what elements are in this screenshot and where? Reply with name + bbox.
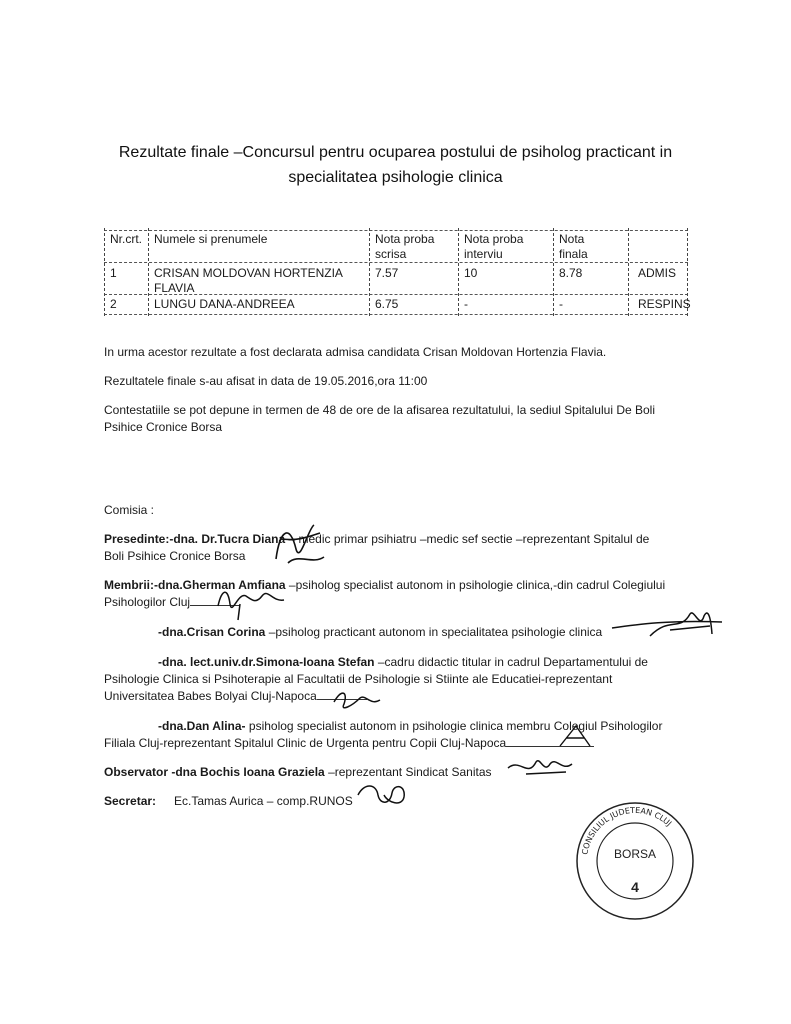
signature-stefan — [330, 684, 386, 714]
posting-date-paragraph: Rezultatele finale s-au afisat in data de 19.05.2016,ora 11:00 — [104, 374, 428, 388]
row2-finala: - — [559, 297, 563, 311]
row1-rezultat: ADMIS — [638, 266, 677, 280]
row1-nr: 1 — [110, 266, 117, 280]
header-finala-l1: Nota — [559, 232, 585, 246]
row1-name-l1: CRISAN MOLDOVAN HORTENZIA — [154, 266, 343, 280]
admission-paragraph: In urma acestor rezultate a fost declarata admisa candidata Crisan Moldovan Hortenzia Flavia. — [104, 345, 607, 359]
header-finala-l2: finala — [559, 247, 588, 261]
member-stefan-role-line2: Psihologie Clinica si Psihoterapie al Facultatii de Psihologie si Stiinte ale Educatiei-reprezentant — [104, 672, 613, 686]
row1-interviu: 10 — [464, 266, 478, 280]
header-interviu-l1: Nota proba — [464, 232, 524, 246]
table-divider — [104, 262, 688, 263]
member-stefan-role-line3: Universitatea Babes Bolyai Cluj-Napoca — [104, 689, 317, 703]
header-scrisa — [369, 232, 434, 262]
signature-president — [268, 519, 330, 569]
president-role: – medic primar psihiatru –medic sef sectie –reprezentant Spitalul de — [285, 532, 650, 546]
member-crisan-role: –psiholog practicant autonom in specialitatea psihologie clinica — [265, 625, 603, 639]
header-name: Numele si prenumele — [154, 232, 268, 246]
document-title — [70, 140, 721, 190]
observer-role: –reprezentant Sindicat Sanitas — [324, 765, 492, 779]
row1-scrisa: 7.57 — [375, 266, 399, 280]
row2-rezultat: RESPINS — [638, 297, 691, 311]
header-interviu — [458, 232, 523, 262]
title-line-1: Rezultate finale –Concursul pentru ocuparea postului de psiholog practicant in — [118, 144, 673, 161]
commission-heading: Comisia : — [104, 503, 155, 517]
secretary-name: Ec.Tamas Aurica – comp.RUNOS — [174, 794, 353, 808]
row2-scrisa: 6.75 — [375, 297, 399, 311]
member-dan-label: -dna.Dan Alina- — [158, 719, 246, 733]
member-gherman-label: Membrii:-dna.Gherman Amfiana — [104, 578, 286, 592]
row2-interviu: - — [464, 297, 468, 311]
signature-bochis — [506, 752, 576, 782]
member-gherman-role-line2: Psihologilor Cluj — [104, 595, 191, 609]
results-table — [104, 228, 691, 316]
secretary-label: Secretar: — [104, 794, 157, 808]
observer-label: Observator -dna Bochis Ioana Graziela — [104, 765, 325, 779]
member-stefan-role: –cadru didactic titular in cadrul Departamentului de — [374, 655, 648, 669]
row2-name: LUNGU DANA-ANDREEA — [154, 297, 295, 311]
signature-tamas — [354, 779, 414, 809]
appeals-line-1: Contestatiile se pot depune in termen de 48 de ore de la afisarea rezultatului, la sediul Spitalului De Boli — [104, 403, 656, 417]
signature-dan — [556, 722, 596, 750]
official-stamp — [574, 800, 696, 922]
member-dan-role: psiholog specialist autonom in psihologie clinica membru Colegiul Psihologilor — [245, 719, 663, 733]
table-border-bottom — [104, 314, 688, 315]
header-interviu-l2: interviu — [464, 247, 503, 261]
member-crisan-label: -dna.Crisan Corina — [158, 625, 266, 639]
president-label: Presedinte:-dna. Dr.Tucra Diana — [104, 532, 286, 546]
member-dan-role-line2: Filiala Cluj-reprezentant Spitalul Clinic de Urgenta pentru Copii Cluj-Napoca — [104, 736, 507, 750]
stamp-number: 4 — [631, 879, 639, 895]
stamp-outer-ring — [577, 803, 693, 919]
appeals-paragraph — [104, 402, 704, 436]
signature-gherman — [212, 582, 292, 622]
row1-finala: 8.78 — [559, 266, 583, 280]
member-dan-entry — [104, 718, 704, 752]
row1-name-l2: FLAVIA — [154, 281, 195, 295]
header-scrisa-l1: Nota proba — [375, 232, 435, 246]
row1-name — [148, 266, 343, 296]
title-line-2: specialitatea psihologie clinica — [288, 169, 503, 186]
table-border-top — [104, 230, 688, 231]
member-stefan-label: -dna. lect.univ.dr.Simona-Ioana Stefan — [158, 655, 375, 669]
header-nr: Nr.crt. — [110, 232, 142, 246]
stamp-ring-text: CONSILIUL JUDETEAN CLUJ — [580, 805, 674, 856]
president-role-line2: Boli Psihice Cronice Borsa — [104, 549, 246, 563]
header-scrisa-l2: scrisa — [375, 247, 407, 261]
signature-crisan — [610, 606, 726, 646]
header-finala — [553, 232, 588, 262]
president-entry — [104, 531, 704, 565]
row2-nr: 2 — [110, 297, 117, 311]
appeals-line-2: Psihice Cronice Borsa — [104, 420, 223, 434]
member-stefan-entry — [104, 654, 704, 705]
stamp-center-text: BORSA — [613, 847, 657, 861]
member-gherman-role: –psiholog specialist autonom in psihologie clinica,-din cadrul Colegiului — [285, 578, 666, 592]
